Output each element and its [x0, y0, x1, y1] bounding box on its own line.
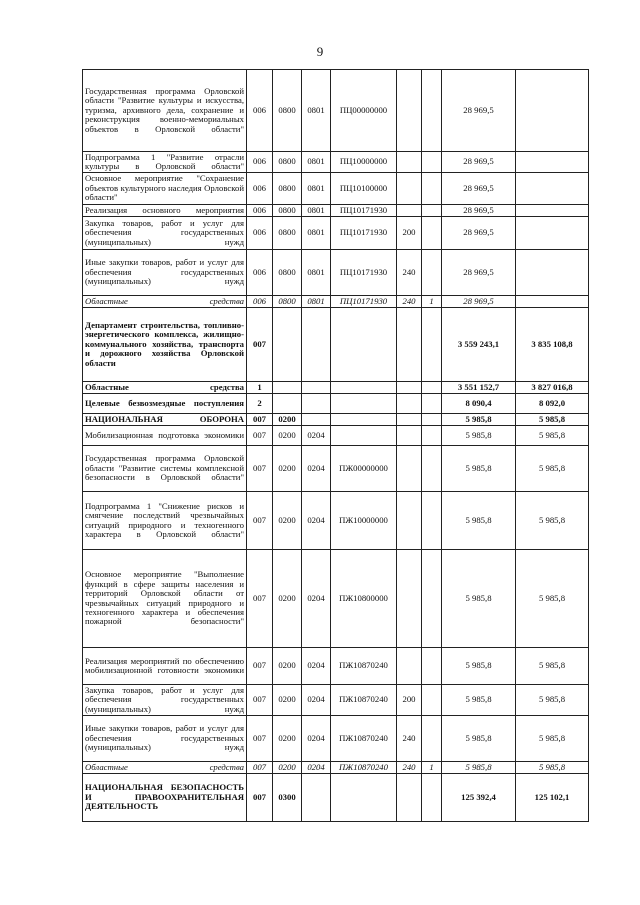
- row-ved-code: 007: [247, 762, 273, 774]
- row-target-code: [331, 414, 397, 426]
- row-subsection-code: 0204: [302, 492, 331, 550]
- row-name: Целевые безвозмездные поступления: [83, 394, 247, 414]
- row-amount-year-1: 28 969,5: [442, 152, 516, 173]
- row-name: Государственная программа Орловской области "Развитие культуры и искусства, туризма, архивного дела, сохранение и реконструкция военно-мемориальных объектов в Орловской области": [83, 70, 247, 152]
- row-amount-year-1: 5 985,8: [442, 762, 516, 774]
- row-subsection-code: 0801: [302, 217, 331, 250]
- row-funding-source: [422, 446, 442, 492]
- row-name: Иные закупки товаров, работ и услуг для обеспечения государственных (муниципальных) нужд: [83, 250, 247, 296]
- row-amount-year-1: 5 985,8: [442, 414, 516, 426]
- table-row: [83, 774, 589, 822]
- row-amount-year-2: 125 102,1: [516, 774, 589, 822]
- table-row: [83, 550, 589, 648]
- row-name: Подпрограмма 1 "Развитие отрасли культуры в Орловской области": [83, 152, 247, 173]
- row-expense-type: [397, 152, 422, 173]
- row-amount-year-1: 5 985,8: [442, 685, 516, 716]
- row-section-code: 0200: [273, 492, 302, 550]
- row-amount-year-2: 5 985,8: [516, 414, 589, 426]
- row-name: Закупка товаров, работ и услуг для обеспечения государственных (муниципальных) нужд: [83, 685, 247, 716]
- row-section-code: 0200: [273, 762, 302, 774]
- row-section-code: 0200: [273, 648, 302, 685]
- row-funding-source: [422, 394, 442, 414]
- row-expense-type: [397, 648, 422, 685]
- row-target-code: [331, 426, 397, 446]
- table-row: [83, 217, 589, 250]
- row-section-code: 0800: [273, 205, 302, 217]
- row-amount-year-2: 5 985,8: [516, 492, 589, 550]
- row-ved-code: 007: [247, 414, 273, 426]
- row-target-code: ПЖ10870240: [331, 685, 397, 716]
- row-target-code: ПЖ10800000: [331, 550, 397, 648]
- row-amount-year-1: 28 969,5: [442, 217, 516, 250]
- row-ved-code: 006: [247, 152, 273, 173]
- row-funding-source: [422, 70, 442, 152]
- row-subsection-code: [302, 382, 331, 394]
- table-row: [83, 382, 589, 394]
- row-amount-year-1: 5 985,8: [442, 426, 516, 446]
- table-row: [83, 250, 589, 296]
- row-funding-source: [422, 685, 442, 716]
- row-amount-year-1: 5 985,8: [442, 492, 516, 550]
- row-target-code: ПЖ10870240: [331, 762, 397, 774]
- row-target-code: ПЖ10000000: [331, 492, 397, 550]
- row-subsection-code: 0204: [302, 426, 331, 446]
- row-section-code: 0800: [273, 217, 302, 250]
- row-expense-type: 240: [397, 250, 422, 296]
- table-row: [83, 446, 589, 492]
- row-amount-year-1: 5 985,8: [442, 648, 516, 685]
- row-target-code: [331, 308, 397, 382]
- row-subsection-code: 0801: [302, 173, 331, 205]
- row-name: Основное мероприятие "Сохранение объектов культурного наследия Орловской области": [83, 173, 247, 205]
- row-expense-type: [397, 414, 422, 426]
- row-ved-code: 007: [247, 685, 273, 716]
- row-target-code: ПЦ10171930: [331, 205, 397, 217]
- row-expense-type: 240: [397, 716, 422, 762]
- row-amount-year-2: 3 835 108,8: [516, 308, 589, 382]
- row-subsection-code: [302, 394, 331, 414]
- row-funding-source: [422, 550, 442, 648]
- row-subsection-code: [302, 308, 331, 382]
- row-expense-type: [397, 382, 422, 394]
- row-target-code: ПЖ10870240: [331, 716, 397, 762]
- row-section-code: 0200: [273, 414, 302, 426]
- row-funding-source: [422, 152, 442, 173]
- row-section-code: 0800: [273, 152, 302, 173]
- row-amount-year-2: [516, 152, 589, 173]
- row-expense-type: 200: [397, 685, 422, 716]
- row-amount-year-2: 5 985,8: [516, 550, 589, 648]
- table-row: [83, 762, 589, 774]
- row-ved-code: 007: [247, 426, 273, 446]
- row-ved-code: 007: [247, 648, 273, 685]
- row-section-code: [273, 394, 302, 414]
- row-funding-source: [422, 173, 442, 205]
- row-amount-year-1: 28 969,5: [442, 173, 516, 205]
- row-expense-type: [397, 308, 422, 382]
- row-target-code: ПЦ10171930: [331, 217, 397, 250]
- table-row: [83, 426, 589, 446]
- row-subsection-code: 0204: [302, 446, 331, 492]
- row-funding-source: [422, 774, 442, 822]
- row-subsection-code: 0204: [302, 716, 331, 762]
- row-target-code: ПЖ10870240: [331, 648, 397, 685]
- row-name: Подпрограмма 1 "Снижение рисков и смягчение последствий чрезвычайных ситуаций природного и техногенного характера в Орловской области": [83, 492, 247, 550]
- row-amount-year-2: 5 985,8: [516, 716, 589, 762]
- row-amount-year-1: 28 969,5: [442, 70, 516, 152]
- row-ved-code: 006: [247, 217, 273, 250]
- row-amount-year-2: 3 827 016,8: [516, 382, 589, 394]
- table-row: [83, 414, 589, 426]
- row-target-code: ПЦ10171930: [331, 296, 397, 308]
- row-name: Областные средства: [83, 296, 247, 308]
- row-ved-code: 1: [247, 382, 273, 394]
- row-name: Областные средства: [83, 382, 247, 394]
- row-section-code: 0200: [273, 685, 302, 716]
- table-row: [83, 296, 589, 308]
- row-target-code: ПЖ00000000: [331, 446, 397, 492]
- row-name: Мобилизационная подготовка экономики: [83, 426, 247, 446]
- row-expense-type: 240: [397, 296, 422, 308]
- page-number: 9: [316, 44, 324, 59]
- row-subsection-code: [302, 774, 331, 822]
- row-section-code: 0200: [273, 446, 302, 492]
- table-row: [83, 648, 589, 685]
- row-expense-type: [397, 446, 422, 492]
- row-amount-year-1: 28 969,5: [442, 296, 516, 308]
- row-section-code: 0200: [273, 716, 302, 762]
- row-subsection-code: 0204: [302, 550, 331, 648]
- table-row: [83, 152, 589, 173]
- row-amount-year-1: 125 392,4: [442, 774, 516, 822]
- row-amount-year-1: 28 969,5: [442, 250, 516, 296]
- row-subsection-code: 0801: [302, 152, 331, 173]
- row-name: Иные закупки товаров, работ и услуг для обеспечения государственных (муниципальных) нужд: [83, 716, 247, 762]
- row-expense-type: [397, 394, 422, 414]
- row-funding-source: [422, 426, 442, 446]
- row-section-code: 0200: [273, 550, 302, 648]
- row-target-code: [331, 382, 397, 394]
- row-amount-year-1: 3 559 243,1: [442, 308, 516, 382]
- row-funding-source: [422, 217, 442, 250]
- row-amount-year-1: 28 969,5: [442, 205, 516, 217]
- row-ved-code: 007: [247, 716, 273, 762]
- row-amount-year-2: 5 985,8: [516, 648, 589, 685]
- budget-table: [82, 69, 589, 822]
- row-amount-year-2: 5 985,8: [516, 685, 589, 716]
- row-name: Реализация основного мероприятия: [83, 205, 247, 217]
- table-row: [83, 173, 589, 205]
- row-ved-code: 007: [247, 446, 273, 492]
- row-subsection-code: 0204: [302, 762, 331, 774]
- table-row: [83, 492, 589, 550]
- row-name: НАЦИОНАЛЬНАЯ БЕЗОПАСНОСТЬ И ПРАВООХРАНИТЕЛЬНАЯ ДЕЯТЕЛЬНОСТЬ: [83, 774, 247, 822]
- row-amount-year-2: [516, 70, 589, 152]
- row-expense-type: [397, 70, 422, 152]
- row-name: Закупка товаров, работ и услуг для обеспечения государственных (муниципальных) нужд: [83, 217, 247, 250]
- row-name: Государственная программа Орловской области "Развитие системы комплексной безопасности в Орловской области": [83, 446, 247, 492]
- row-ved-code: 007: [247, 550, 273, 648]
- row-subsection-code: 0204: [302, 685, 331, 716]
- row-amount-year-2: [516, 217, 589, 250]
- row-expense-type: [397, 492, 422, 550]
- row-funding-source: [422, 492, 442, 550]
- row-amount-year-1: 5 985,8: [442, 550, 516, 648]
- row-section-code: [273, 382, 302, 394]
- row-amount-year-2: 8 092,0: [516, 394, 589, 414]
- row-expense-type: [397, 550, 422, 648]
- row-amount-year-2: 5 985,8: [516, 426, 589, 446]
- row-ved-code: 006: [247, 296, 273, 308]
- row-amount-year-2: [516, 173, 589, 205]
- row-amount-year-2: 5 985,8: [516, 446, 589, 492]
- row-target-code: ПЦ00000000: [331, 70, 397, 152]
- row-funding-source: 1: [422, 296, 442, 308]
- table-row: [83, 205, 589, 217]
- row-section-code: [273, 308, 302, 382]
- row-expense-type: 240: [397, 762, 422, 774]
- row-name: Основное мероприятие "Выполнение функций в сфере защиты населения и территорий Орловской области от чрезвычайных ситуаций природного и техногенного характера и обеспечения пожарной безопасности": [83, 550, 247, 648]
- row-funding-source: 1: [422, 762, 442, 774]
- row-section-code: 0800: [273, 296, 302, 308]
- row-target-code: [331, 774, 397, 822]
- table-row: [83, 685, 589, 716]
- row-target-code: ПЦ10171930: [331, 250, 397, 296]
- row-target-code: ПЦ10000000: [331, 152, 397, 173]
- row-amount-year-2: 5 985,8: [516, 762, 589, 774]
- row-section-code: 0200: [273, 426, 302, 446]
- row-subsection-code: 0801: [302, 250, 331, 296]
- table-row: [83, 394, 589, 414]
- row-amount-year-2: [516, 205, 589, 217]
- row-ved-code: 006: [247, 250, 273, 296]
- row-subsection-code: 0801: [302, 296, 331, 308]
- row-ved-code: 006: [247, 205, 273, 217]
- row-funding-source: [422, 382, 442, 394]
- row-expense-type: 200: [397, 217, 422, 250]
- table-row: [83, 70, 589, 152]
- row-amount-year-2: [516, 250, 589, 296]
- table-row: [83, 308, 589, 382]
- row-ved-code: 007: [247, 774, 273, 822]
- row-amount-year-1: 8 090,4: [442, 394, 516, 414]
- row-funding-source: [422, 414, 442, 426]
- row-subsection-code: [302, 414, 331, 426]
- row-ved-code: 006: [247, 173, 273, 205]
- row-name: Областные средства: [83, 762, 247, 774]
- row-funding-source: [422, 308, 442, 382]
- row-subsection-code: 0204: [302, 648, 331, 685]
- row-expense-type: [397, 774, 422, 822]
- row-ved-code: 006: [247, 70, 273, 152]
- row-expense-type: [397, 426, 422, 446]
- row-funding-source: [422, 716, 442, 762]
- row-target-code: [331, 394, 397, 414]
- row-ved-code: 2: [247, 394, 273, 414]
- row-amount-year-2: [516, 296, 589, 308]
- row-name: НАЦИОНАЛЬНАЯ ОБОРОНА: [83, 414, 247, 426]
- row-name: Департамент строительства, топливно-энергетического комплекса, жилищно-коммунального хозяйства, транспорта и дорожного хозяйства Орловской области: [83, 308, 247, 382]
- row-subsection-code: 0801: [302, 205, 331, 217]
- row-funding-source: [422, 250, 442, 296]
- row-funding-source: [422, 648, 442, 685]
- row-section-code: 0800: [273, 250, 302, 296]
- row-expense-type: [397, 173, 422, 205]
- row-expense-type: [397, 205, 422, 217]
- row-target-code: ПЦ10100000: [331, 173, 397, 205]
- row-amount-year-1: 3 551 152,7: [442, 382, 516, 394]
- table-row: [83, 716, 589, 762]
- budget-table-body: [83, 70, 589, 822]
- row-name: Реализация мероприятий по обеспечению мобилизационной готовности экономики: [83, 648, 247, 685]
- row-funding-source: [422, 205, 442, 217]
- row-section-code: 0800: [273, 173, 302, 205]
- row-ved-code: 007: [247, 492, 273, 550]
- row-amount-year-1: 5 985,8: [442, 716, 516, 762]
- row-section-code: 0800: [273, 70, 302, 152]
- row-section-code: 0300: [273, 774, 302, 822]
- row-subsection-code: 0801: [302, 70, 331, 152]
- row-ved-code: 007: [247, 308, 273, 382]
- row-amount-year-1: 5 985,8: [442, 446, 516, 492]
